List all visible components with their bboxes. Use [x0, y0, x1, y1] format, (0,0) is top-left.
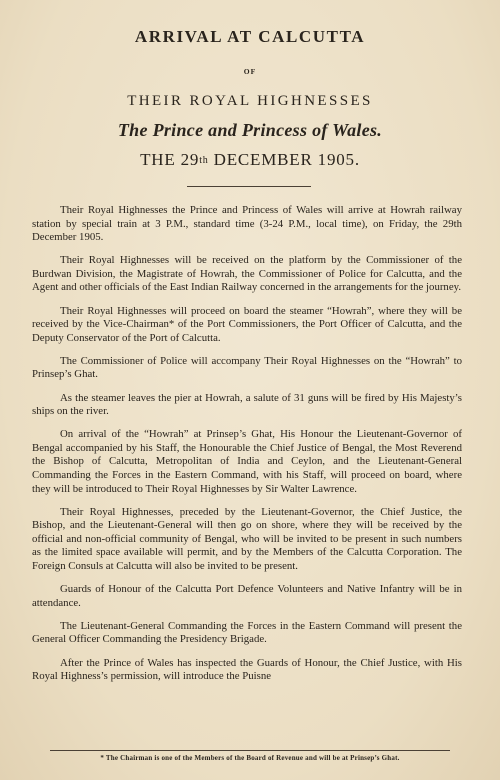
paragraph: Their Royal Highnesses the Prince and Princess of Wales will arrive at Howrah railway station by special train at 3 P.M., standard time (3-24 P.M., local time), on Friday, the 29th December 1905.	[32, 204, 462, 244]
date-suffix-ordinal: th	[199, 155, 209, 166]
royal-heading: THEIR ROYAL HIGHNESSES	[127, 93, 373, 109]
page-title: ARRIVAL AT CALCUTTA	[134, 27, 366, 46]
paragraph: The Commissioner of Police will accompany Their Royal Highnesses on the “Howrah” to Prinsep’s Ghat.	[32, 354, 462, 381]
paragraph: The Lieutenant-General Commanding the Forces in the Eastern Command will present the General Officer Commanding the Presidency Brigade.	[32, 619, 462, 646]
footnote-divider	[50, 750, 450, 751]
paragraph: Their Royal Highnesses will proceed on board the steamer “Howrah”, where they will be received by the Vice-Chairman* of the Port Commissioners, the Port Officer of Calcutta, and the Deputy Conservator of the Port of Calcutta.	[32, 304, 462, 344]
names-heading: The Prince and Princess of Wales.	[117, 120, 383, 140]
header-divider	[187, 186, 311, 187]
paragraph: Guards of Honour of the Calcutta Port Defence Volunteers and Native Infantry will be in attendance.	[32, 583, 462, 609]
paragraph: Their Royal Highnesses will be received on the platform by the Commissioner of the Burdwan Division, the Magistrate of Howrah, the Commissioner of Police for Calcutta, and the Agent and other officials of the East Indian Railway concerned in the arrangements for the journey.	[32, 254, 462, 294]
date-suffix: DECEMBER 1905.	[208, 150, 360, 169]
paragraph: As the steamer leaves the pier at Howrah, a salute of 31 guns will be fired by His Majesty’s ships on the river.	[32, 391, 462, 418]
body-text	[32, 204, 462, 693]
date-prefix: THE 29	[140, 150, 200, 169]
date-heading	[0, 150, 500, 170]
title-of: OF	[243, 67, 257, 76]
paragraph: On arrival of the “Howrah” at Prinsep’s Ghat, His Honour the Lieutenant-Governor of Bengal accompanied by his Staff, the Honourable the Chief Justice of Bengal, the Most Reverend the Bishop of Calcutta, Metropolitan of India and Ceylon, and the Lieutenant-General Commanding the Forces in the Eastern Command, with his Staff, will proceed on board, where they will be introduced to Their Royal Highnesses by Sir Walter Lawrence.	[32, 428, 462, 495]
paragraph: After the Prince of Wales has inspected the Guards of Honour, the Chief Justice, with His Royal Highness’s permission, will introduce the Puisne	[32, 656, 462, 683]
paragraph: Their Royal Highnesses, preceded by the Lieutenant-Governor, the Chief Justice, the Bishop, and the Lieutenant-General will then go on shore, where they will be received by the official and non-official community of Bengal, who will be invited to be present in such numbers as the limited space available will permit, and by the Members of the Calcutta Corporation. The Foreign Consuls at Calcutta will also be invited to be present.	[32, 505, 462, 573]
footnote: * The Chairman is one of the Members of the Board of Revenue and will be at Prinsep’s Ghat.	[100, 754, 400, 762]
